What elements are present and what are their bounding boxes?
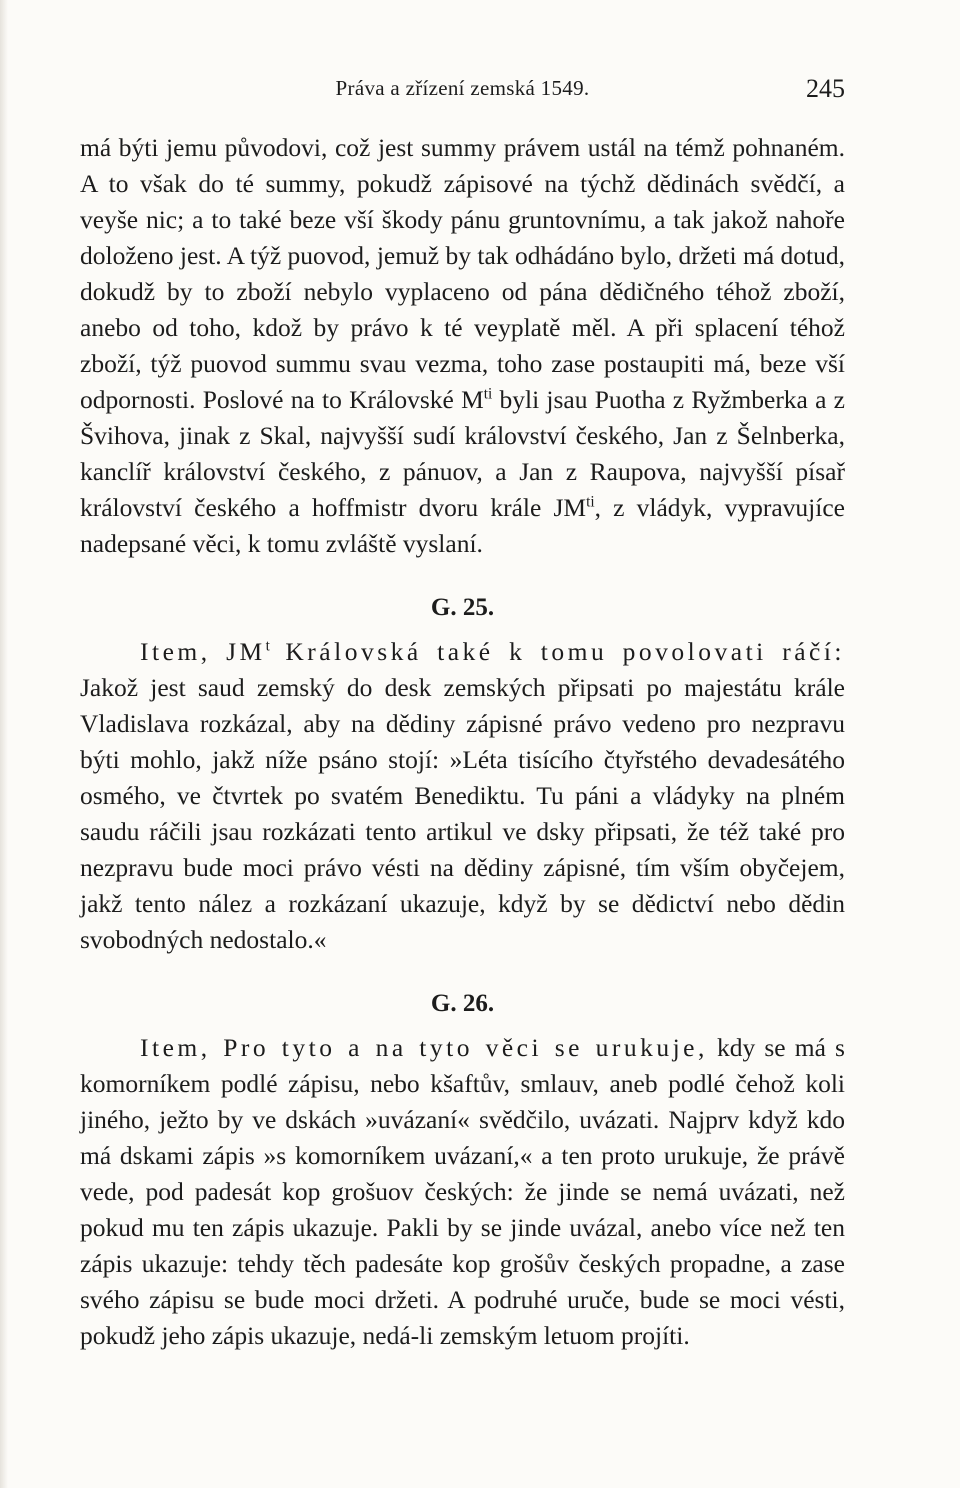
superscript: t [265, 637, 270, 655]
paragraph-text: byli jsau Puotha z Ryžmberka a z Švihova, jinak z Skal, najvyšší sudí království českého, Jan z Šelnberka, kanclíř království českého, z pánuov, a Jan z Raupova, najvyšší písař království českého a hoffmistr dvoru krále JM [80, 385, 845, 522]
emphasized-text: Item, JM [140, 637, 266, 666]
paragraph-25 [80, 634, 845, 958]
emphasized-text: Item, Pro tyto a na tyto věci se urukuje, [140, 1033, 708, 1062]
superscript: ti [483, 385, 493, 403]
emphasized-text: Královská také k tomu povolovati ráčí: [269, 637, 846, 666]
section-heading-26: G. 26. [430, 990, 495, 1017]
page-edge-shadow [0, 0, 8, 1488]
running-title: Práva a zřízení zemská 1549. [335, 76, 590, 100]
text-block [80, 130, 845, 1354]
paragraph-text: má býti jemu původovi, což jest summy právem ustál na témž pohnaném. A to však do té summy, pokudž zápisové na týchž dědinách svědčí, a veyše nic; a to také beze vší škody pánu gruntovnímu, a tak jakož nahoře doloženo jest. A týž puovod, jemuž by tak odhádáno bylo, držeti má dotud, dokudž by to zboží nebylo vyplaceno od pána dědičného téhož zboží, anebo od toho, kdož by právo k té veyplatě měl. A při splacení téhož zboží, týž puovod summu svau vezma, toho zase postaupiti má, beze vší odpornosti. Poslové na to Královské M [80, 133, 845, 414]
page-number: 245 [806, 74, 845, 103]
paragraph-text: , z vládyk, vypravujíce nadepsané věci, k tomu zvláště vyslaní. [80, 493, 845, 558]
paragraph-text: Jakož jest saud zemský do desk zemských připsati po majestátu krále Vladislava rozkázal, aby na dědiny zápisné právo vedeno pro nezpravu býti mohlo, jakž níže psáno stojí: »Léta tisícího čtyřstého devadesátého osmého, ve čtvrtek po svatém Benediktu. Tu páni a vládyky na plném saudu ráčili jsau rozkázati tento artikul ve dsky připsati, že též také pro nezpravu bude moci právo vésti na dědiny zápisné, tím vším obyčejem, jakž tento nález a rozkázaní ukazuje, když by se dědictví nebo dědin svobodných nedostalo.« [80, 673, 845, 954]
paragraph-text: kdy se má s komorníkem podlé zápisu, nebo kšaftův, smlauv, aneb podlé čehož koli jiného, ježto by ve dskách »uvázaní« svědčilo, uvázati. Najprv když kdo má dskami zápis »s komorníkem uvázaní,« a ten proto urukuje, že právě vede, pod padesát kop grošuov českých: že jinde se nemá uvázati, než pokud mu ten zápis ukazuje. Pakli by se jinde uvázal, anebo více než ten zápis ukazuje: tehdy těch padesáte kop grošův českých propadne, a zase svého zápisu se bude moci držeti. A podruhé uruče, bude se moci vésti, pokudž jeho zápis ukazuje, nedá-li zemským letuom projíti. [80, 1033, 845, 1350]
section-heading-25: G. 25. [430, 594, 495, 621]
running-head [80, 70, 845, 110]
paragraph-continuation [80, 130, 845, 562]
paragraph-26 [80, 1030, 845, 1354]
superscript: ti [586, 493, 595, 511]
